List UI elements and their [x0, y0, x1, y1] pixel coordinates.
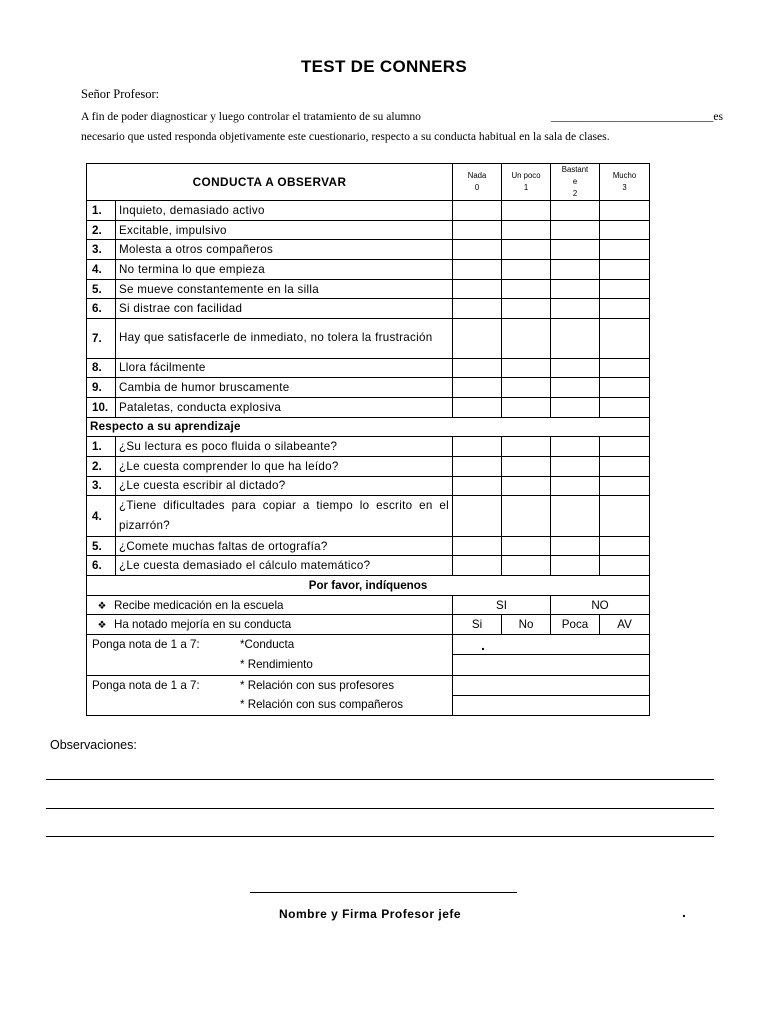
rating-cell-un-poco[interactable] [502, 299, 551, 319]
rating-cell-mucho[interactable] [600, 536, 650, 556]
nota2-label: Ponga nota de 1 a 7: * Relación con sus profesores * Relación con sus compañeros [87, 675, 453, 715]
mejoria-option-av[interactable]: AV [600, 615, 650, 635]
rating-cell-mucho[interactable] [600, 476, 650, 496]
table-row [87, 476, 650, 496]
rating-cell-mucho[interactable] [600, 279, 650, 299]
item-text: ¿Le cuesta demasiado el cálculo matemático? [116, 556, 453, 576]
section-indiquenos: Por favor, indíquenos [87, 576, 650, 596]
rating-cell-nada[interactable] [453, 201, 502, 221]
observation-line[interactable] [46, 836, 714, 837]
rating-cell-bastante[interactable] [551, 279, 600, 299]
salutation: Señor Profesor: [81, 87, 160, 101]
table-row [87, 220, 650, 240]
table-row [87, 201, 650, 221]
diamond-bullet-icon: ❖ [97, 600, 107, 612]
item-number: 3. [87, 240, 116, 260]
item-number: 1. [87, 201, 116, 221]
rating-cell-un-poco[interactable] [502, 319, 551, 358]
rating-cell-bastante[interactable] [551, 220, 600, 240]
item-text: Inquieto, demasiado activo [116, 201, 453, 221]
medicacion-question [87, 595, 453, 615]
student-name-blank[interactable]: ____________________________ [551, 110, 714, 123]
item-number: 5. [87, 536, 116, 556]
rating-cell-nada[interactable] [453, 260, 502, 280]
signature-label: Nombre y Firma Profesor jefe [279, 907, 462, 921]
nota1-answer-b[interactable] [453, 655, 650, 675]
rating-cell-nada[interactable] [453, 456, 502, 476]
rating-cell-un-poco[interactable] [502, 220, 551, 240]
rating-cell-mucho[interactable] [600, 319, 650, 358]
item-number: 6. [87, 299, 116, 319]
rating-cell-bastante[interactable] [551, 496, 600, 536]
table-row [87, 319, 650, 358]
item-text: Llora fácilmente [116, 358, 453, 378]
intro-part2: es [713, 110, 723, 123]
item-number: 4. [87, 260, 116, 280]
rating-cell-mucho[interactable] [600, 201, 650, 221]
rating-cell-un-poco[interactable] [502, 556, 551, 576]
item-text: Pataletas, conducta explosiva [116, 397, 453, 417]
table-row [87, 536, 650, 556]
intro-paragraph [81, 107, 723, 147]
conners-table [86, 163, 650, 716]
table-row [87, 437, 650, 457]
table-row [87, 358, 650, 378]
rating-cell-nada[interactable] [453, 496, 502, 536]
mejoria-question [87, 615, 453, 635]
rating-cell-bastante[interactable] [551, 456, 600, 476]
rating-cell-un-poco[interactable] [502, 476, 551, 496]
rating-cell-un-poco[interactable] [502, 358, 551, 378]
header-conducta: CONDUCTA A OBSERVAR [87, 164, 453, 201]
item-number: 2. [87, 220, 116, 240]
rating-cell-bastante[interactable] [551, 556, 600, 576]
medicacion-no[interactable]: NO [551, 595, 650, 615]
rating-cell-nada[interactable] [453, 476, 502, 496]
item-text: Hay que satisfacerle de inmediato, no tolera la frustración [116, 319, 453, 358]
page-title: TEST DE CONNERS [300, 57, 468, 76]
observation-line[interactable] [46, 779, 714, 780]
col-un-poco: Un poco 1 [502, 164, 551, 201]
item-text: ¿Le cuesta comprender lo que ha leído? [116, 456, 453, 476]
rating-cell-mucho[interactable] [600, 437, 650, 457]
rating-cell-nada[interactable] [453, 220, 502, 240]
medicacion-text: Recibe medicación en la escuela [114, 598, 284, 612]
intro-line2: necesario que usted responda objetivamente este cuestionario, respecto a su conducta habitual en la sala de clases. [81, 130, 610, 143]
rating-cell-un-poco[interactable] [502, 437, 551, 457]
nota1-answer-a[interactable]: . [453, 635, 650, 655]
item-number: 4. [87, 496, 116, 536]
rating-cell-bastante[interactable] [551, 476, 600, 496]
observation-line[interactable] [46, 808, 714, 809]
rating-cell-bastante[interactable] [551, 378, 600, 398]
rating-cell-mucho[interactable] [600, 456, 650, 476]
item-text: Molesta a otros compañeros [116, 240, 453, 260]
item-number: 5. [87, 279, 116, 299]
rating-cell-mucho[interactable] [600, 260, 650, 280]
mejoria-option-no[interactable]: No [502, 615, 551, 635]
rating-cell-mucho[interactable] [600, 220, 650, 240]
table-row [87, 240, 650, 260]
item-number: 2. [87, 456, 116, 476]
item-text: Cambia de humor bruscamente [116, 378, 453, 398]
rating-cell-un-poco[interactable] [502, 456, 551, 476]
rating-cell-mucho[interactable] [600, 556, 650, 576]
rating-cell-nada[interactable] [453, 319, 502, 358]
rating-cell-nada[interactable] [453, 279, 502, 299]
item-number: 3. [87, 476, 116, 496]
table-row [87, 496, 650, 536]
mejoria-option-poca[interactable]: Poca [551, 615, 600, 635]
col-nada: Nada 0 [453, 164, 502, 201]
item-text: No termina lo que empieza [116, 260, 453, 280]
rating-cell-un-poco[interactable] [502, 378, 551, 398]
rating-cell-bastante[interactable] [551, 201, 600, 221]
table-row [87, 260, 650, 280]
rating-cell-bastante[interactable] [551, 536, 600, 556]
rating-cell-mucho[interactable] [600, 378, 650, 398]
nota2-answer-a[interactable] [453, 675, 650, 695]
rating-cell-bastante[interactable] [551, 358, 600, 378]
mejoria-option-si[interactable]: Si [453, 615, 502, 635]
rating-cell-mucho[interactable] [600, 358, 650, 378]
rating-cell-nada[interactable] [453, 556, 502, 576]
table-row [87, 556, 650, 576]
rating-cell-un-poco[interactable] [502, 397, 551, 417]
table-row [87, 378, 650, 398]
rating-cell-bastante[interactable] [551, 240, 600, 260]
rating-cell-un-poco[interactable] [502, 260, 551, 280]
table-row [87, 279, 650, 299]
section-aprendizaje: Respecto a su aprendizaje [87, 417, 650, 437]
rating-cell-bastante[interactable] [551, 260, 600, 280]
rating-cell-mucho[interactable] [600, 496, 650, 536]
intro-part1: A fin de poder diagnosticar y luego controlar el tratamiento de su alumno [81, 110, 421, 123]
rating-cell-nada[interactable] [453, 299, 502, 319]
diamond-bullet-icon: ❖ [97, 620, 107, 632]
rating-cell-nada[interactable] [453, 397, 502, 417]
table-row [87, 397, 650, 417]
signature-dot: . [682, 904, 686, 920]
nota1-label: Ponga nota de 1 a 7: *Conducta * Rendimiento [87, 635, 453, 675]
item-number: 1. [87, 437, 116, 457]
item-text: ¿Tiene dificultades para copiar a tiempo lo escrito en el pizarrón? [116, 496, 453, 536]
item-text: Si distrae con facilidad [116, 299, 453, 319]
rating-cell-nada[interactable] [453, 240, 502, 260]
rating-cell-nada[interactable] [453, 536, 502, 556]
rating-cell-un-poco[interactable] [502, 279, 551, 299]
rating-cell-mucho[interactable] [600, 240, 650, 260]
rating-cell-bastante[interactable] [551, 299, 600, 319]
rating-cell-nada[interactable] [453, 437, 502, 457]
item-text: Excitable, impulsivo [116, 220, 453, 240]
table-row [87, 456, 650, 476]
signature-line[interactable] [250, 892, 517, 893]
item-number: 8. [87, 358, 116, 378]
rating-cell-nada[interactable] [453, 358, 502, 378]
item-number: 10. [87, 397, 116, 417]
rating-cell-un-poco[interactable] [502, 536, 551, 556]
rating-cell-bastante[interactable] [551, 319, 600, 358]
item-number: 6. [87, 556, 116, 576]
rating-cell-un-poco[interactable] [502, 201, 551, 221]
item-text: ¿Le cuesta escribir al dictado? [116, 476, 453, 496]
table-header-row [87, 164, 650, 201]
col-bastante: Bastant e 2 [551, 164, 600, 201]
table-row [87, 299, 650, 319]
rating-cell-bastante[interactable] [551, 397, 600, 417]
item-text: ¿Su lectura es poco fluida o silabeante? [116, 437, 453, 457]
item-text: ¿Comete muchas faltas de ortografía? [116, 536, 453, 556]
medicacion-si[interactable]: SI [453, 595, 551, 615]
mejoria-text: Ha notado mejoría en su conducta [114, 618, 292, 632]
rating-cell-nada[interactable] [453, 378, 502, 398]
nota2-answer-b[interactable] [453, 695, 650, 715]
rating-cell-mucho[interactable] [600, 397, 650, 417]
rating-cell-un-poco[interactable] [502, 496, 551, 536]
observaciones-label: Observaciones: [50, 738, 137, 752]
rating-cell-bastante[interactable] [551, 437, 600, 457]
item-number: 7. [87, 319, 116, 358]
col-mucho: Mucho 3 [600, 164, 650, 201]
rating-cell-mucho[interactable] [600, 299, 650, 319]
rating-cell-un-poco[interactable] [502, 240, 551, 260]
item-number: 9. [87, 378, 116, 398]
item-text: Se mueve constantemente en la silla [116, 279, 453, 299]
